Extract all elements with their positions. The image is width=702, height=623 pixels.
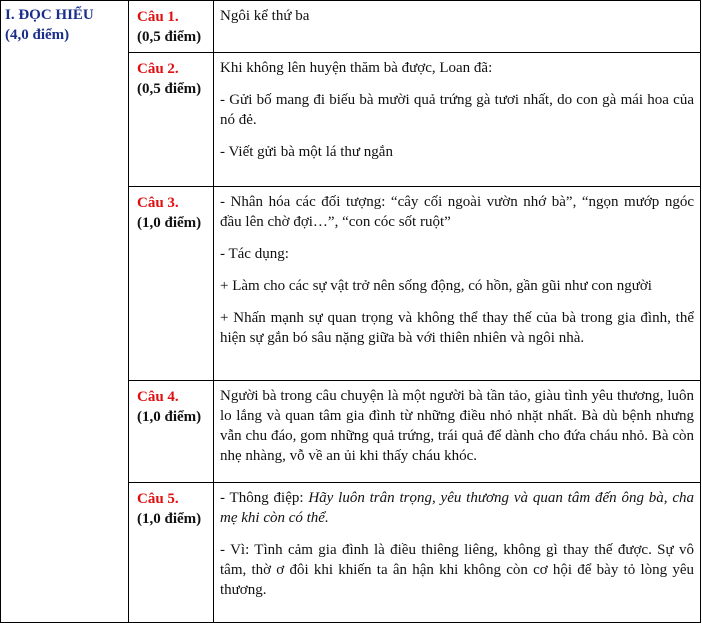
- answer-text: Khi không lên huyện thăm bà được, Loan đã:: [220, 60, 493, 76]
- question-points: (0,5 điểm): [137, 81, 202, 97]
- question-label: Câu 3.: [137, 195, 179, 211]
- section-title: I. ĐỌC HIỂU: [5, 7, 94, 23]
- answer-cell: [214, 381, 701, 483]
- question-cell: [129, 483, 214, 623]
- question-label: Câu 2.: [137, 61, 179, 77]
- answer-text: Người bà trong câu chuyện là một người bà tần tảo, giàu tình yêu thương, luôn lo lắng và quan tâm gia đình từ những điều nhỏ nhặt nhất. Bà dù bệnh nhưng vẫn chu đáo, gom những quả trứng, trái quả để dành cho đứa cháu nhỏ. Bà còn nhẹ nhàng, vỗ về an ủi khi thấy cháu khóc.: [220, 388, 694, 464]
- answer-cell: [214, 53, 701, 187]
- section-cell: [1, 1, 129, 623]
- answer-text: - Nhân hóa các đối tượng: “cây cối ngoài vườn nhớ bà”, “ngọn mướp ngóc đầu lên chờ đợi…”, “con cóc sốt ruột”: [220, 194, 694, 230]
- answer-text: + Làm cho các sự vật trở nên sống động, có hồn, gần gũi như con người: [220, 278, 652, 294]
- question-points: (1,0 điểm): [137, 409, 202, 425]
- answer-text: [220, 488, 694, 528]
- question-points: (1,0 điểm): [137, 511, 202, 527]
- question-cell: [129, 53, 214, 187]
- question-label: Câu 4.: [137, 389, 179, 405]
- answer-text: + Nhấn mạnh sự quan trọng và không thể thay thế của bà trong gia đình, thể hiện sự gắn bó sâu nặng giữa bà với thiên nhiên và ngôi nhà.: [220, 310, 694, 346]
- question-cell: [129, 1, 214, 53]
- answer-text: - Viết gửi bà một lá thư ngắn: [220, 144, 393, 160]
- message-italic: Hãy luôn trân trọng, yêu thương và quan tâm đến ông bà, cha mẹ khi còn có thể.: [220, 490, 694, 526]
- section-points: (4,0 điểm): [5, 27, 70, 43]
- question-cell: [129, 381, 214, 483]
- answer-cell: [214, 187, 701, 381]
- question-points: (1,0 điểm): [137, 215, 202, 231]
- answer-cell: [214, 1, 701, 53]
- question-label: Câu 5.: [137, 491, 179, 507]
- table-row: [1, 1, 701, 53]
- message-prefix: - Thông điệp:: [220, 490, 309, 506]
- answer-text: - Vì: Tình cảm gia đình là điều thiêng liêng, không gì thay thế được. Sự vô tâm, thờ ơ đôi khi khiến ta ân hận khi không còn cơ hội để bày tỏ lòng yêu thương.: [220, 542, 694, 598]
- section-heading: [1, 1, 128, 45]
- answer-text: Ngôi kể thứ ba: [220, 8, 310, 24]
- question-label: Câu 1.: [137, 9, 179, 25]
- question-cell: [129, 187, 214, 381]
- answer-text: - Gửi bố mang đi biếu bà mười quả trứng gà tươi nhất, do con gà mái hoa của nó đẻ.: [220, 92, 694, 128]
- question-points: (0,5 điểm): [137, 29, 202, 45]
- answer-text: - Tác dụng:: [220, 246, 289, 262]
- answer-cell: [214, 483, 701, 623]
